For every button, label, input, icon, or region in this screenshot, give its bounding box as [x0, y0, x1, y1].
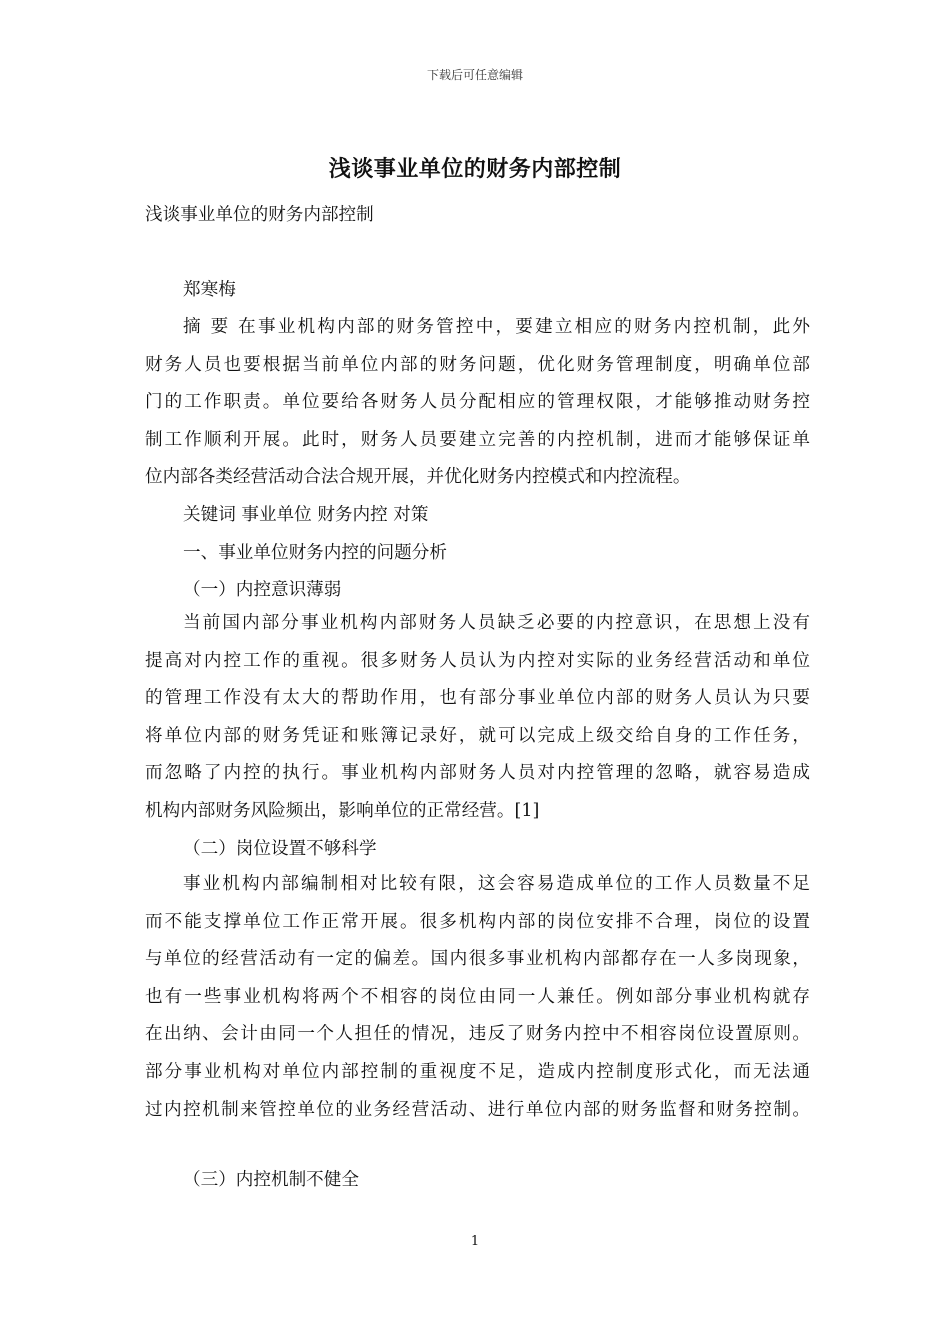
abstract-line: 制工作顺利开展。此时，财务人员要建立完善的内控机制，进而才能够保证单 [145, 429, 810, 450]
paragraph-line: 而不能支撑单位工作正常开展。很多机构内部的岗位安排不合理，岗位的设置 [145, 911, 810, 932]
abstract-line: 摘 要 在事业机构内部的财务管控中，要建立相应的财务内控机制，此外 [183, 317, 810, 337]
paragraph-line: 过内控机制来管控单位的业务经营活动、进行单位内部的财务监督和财务控制。 [145, 1099, 810, 1120]
paragraph-line: 也有一些事业机构将两个不相容的岗位由同一人兼任。例如部分事业机构就存 [145, 986, 810, 1007]
paragraph-line: 的管理工作没有太大的帮助作用，也有部分事业单位内部的财务人员认为只要 [145, 688, 810, 709]
paragraph-line: 事业机构内部编制相对比较有限，这会容易造成单位的工作人员数量不足 [183, 874, 810, 894]
abstract-line: 位内部各类经营活动合法合规开展，并优化财务内控模式和内控流程。 [145, 467, 691, 488]
paragraph-line: 在出纳、会计由同一个人担任的情况，违反了财务内控中不相容岗位设置原则。 [145, 1024, 810, 1045]
paragraph-line: 而忽略了内控的执行。事业机构内部财务人员对内控管理的忽略，就容易造成 [145, 763, 810, 784]
abstract [145, 309, 810, 610]
author-block [145, 272, 810, 310]
header-note: 下载后可任意编辑 [426, 68, 523, 82]
section-heading: 一、事业单位财务内控的问题分析 [183, 542, 447, 563]
paragraph-line: 部分事业机构对单位内部控制的重视度不足，造成内控制度形式化，而无法通 [145, 1061, 810, 1082]
subsection-heading: （三）内控机制不健全 [183, 1170, 359, 1190]
abstract-line: 门的工作职责。单位要给各财务人员分配相应的管理权限，才能够推动财务控 [145, 392, 810, 413]
paragraph-2 [145, 866, 810, 1129]
paragraph-line: 提高对内控工作的重视。很多财务人员认为内控对实际的业务经营活动和单位 [145, 650, 810, 671]
paragraph-line: 当前国内部分事业机构内部财务人员缺乏必要的内控意识，在思想上没有 [183, 613, 810, 633]
paragraph-line: 将单位内部的财务凭证和账簿记录好，就可以完成上级交给自身的工作任务， [145, 725, 810, 746]
paragraph-1 [145, 605, 810, 868]
author-name: 郑寒梅 [183, 280, 236, 300]
paragraph-line: 机构内部财务风险频出，影响单位的正常经营。[1] [145, 800, 540, 821]
subsection-heading: （二）岗位设置不够科学 [183, 838, 377, 859]
subsection-heading: （一）内控意识薄弱 [183, 580, 342, 601]
abstract-line: 财务人员也要根据当前单位内部的财务问题，优化财务管理制度，明确单位部 [145, 354, 810, 375]
keywords: 关键词 事业单位 财务内控 对策 [183, 504, 429, 525]
page-number: 1 [470, 1234, 480, 1249]
document-title: 浅谈事业单位的财务内部控制 [328, 156, 622, 182]
document-subtitle: 浅谈事业单位的财务内部控制 [145, 205, 374, 225]
document-subtitle-block [145, 197, 810, 235]
paragraph-line: 与单位的经营活动有一定的偏差。国内很多事业机构内部都存在一人多岗现象， [145, 949, 810, 970]
subsection-3-block [145, 1162, 810, 1200]
